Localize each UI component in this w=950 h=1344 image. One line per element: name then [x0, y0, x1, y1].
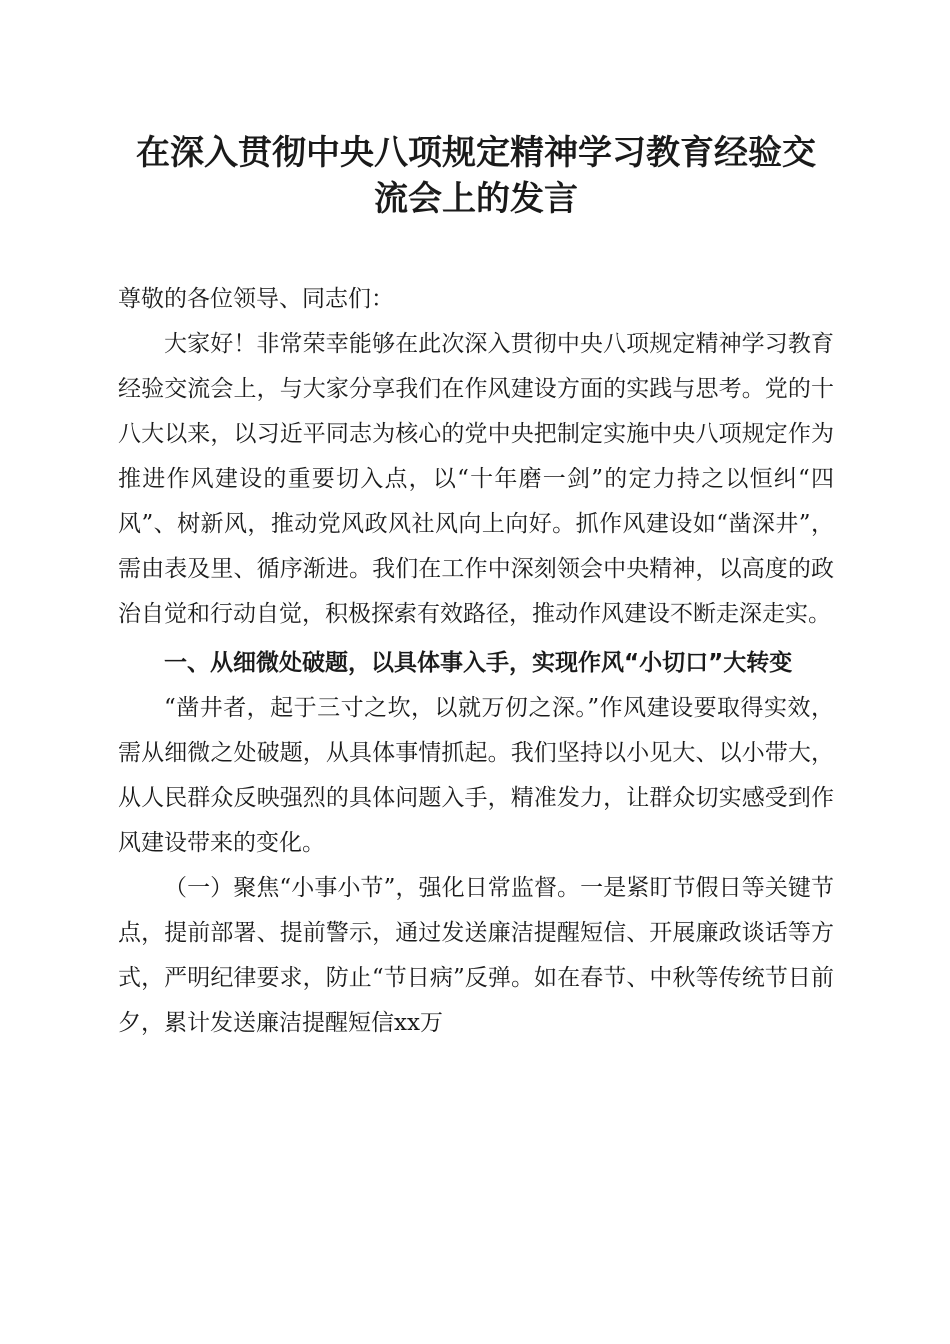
intro-paragraph: 大家好！非常荣幸能够在此次深入贯彻中央八项规定精神学习教育经验交流会上，与大家分享我们在作风建设方面的实践与思考。党的十八大以来，以习近平同志为核心的党中央把制定实施中央八项规定作为推进作风建设的重要切入点，以“十年磨一剑”的定力持之以恒纠“四风”、树新风，推动党风政风社风向上向好。抓作风建设如“凿深井”，需由表及里、循序渐进。我们在工作中深刻领会中央精神，以高度的政治自觉和行动自觉，积极探索有效路径，推动作风建设不断走深走实。	[118, 331, 834, 627]
section-1-paragraph: “凿井者，起于三寸之坎，以就万仞之深。”作风建设要取得实效，需从细微之处破题，从具体事情抓起。我们坚持以小见大、以小带大，从人民群众反映强烈的具体问题入手，精准发力，让群众切实感受到作风建设带来的变化。	[118, 695, 834, 856]
section-1-heading: 一、从细微处破题，以具体事入手，实现作风“小切口”大转变	[164, 650, 793, 676]
document-page	[118, 130, 834, 1046]
salutation: 尊敬的各位领导、同志们：	[118, 286, 394, 312]
title-line-1: 在深入贯彻中央八项规定精神学习教育经验交	[136, 133, 816, 173]
subsection-1-paragraph: （一）聚焦“小事小节”，强化日常监督。一是紧盯节假日等关键节点，提前部署、提前警示，通过发送廉洁提醒短信、开展廉政谈话等方式，严明纪律要求，防止“节日病”反弹。如在春节、中秋等传统节日前夕，累计发送廉洁提醒短信xx万	[118, 875, 834, 1036]
title-line-2: 流会上的发言	[374, 179, 578, 219]
document-title	[118, 130, 834, 222]
